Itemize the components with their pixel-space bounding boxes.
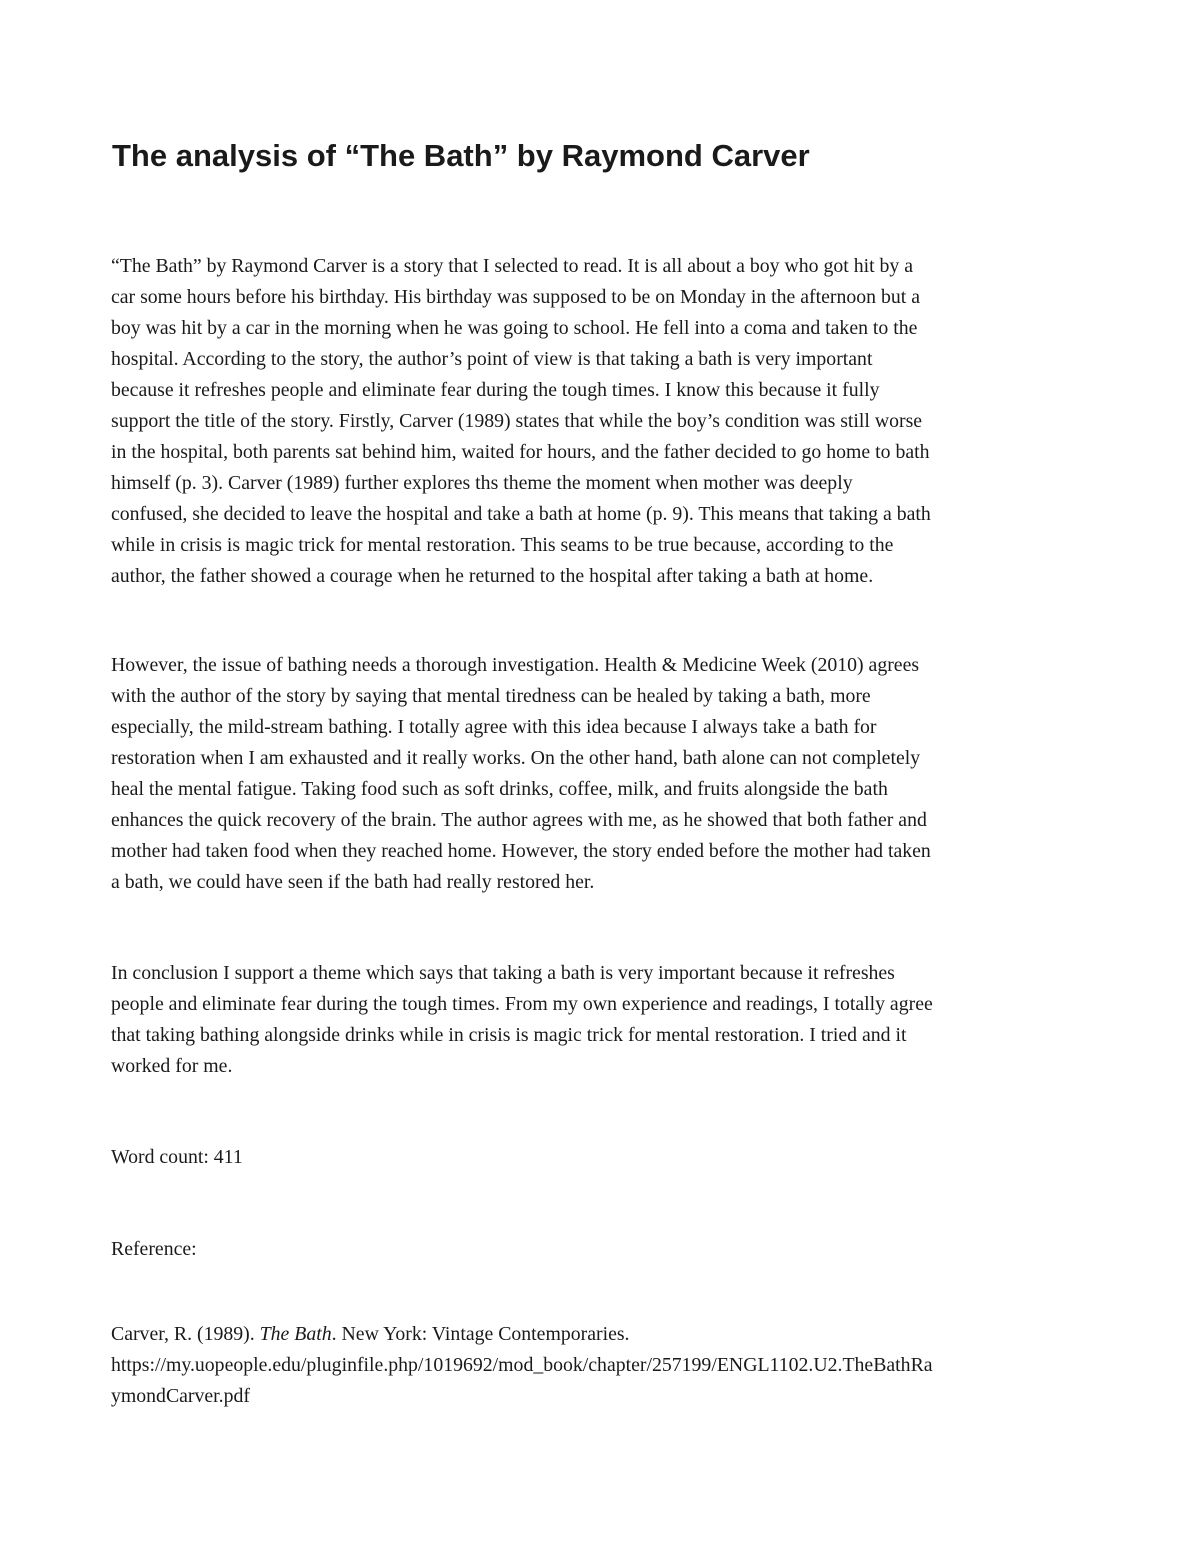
paragraph-line: worked for me. — [111, 1055, 233, 1077]
paragraph-line: in the hospital, both parents sat behind him, waited for hours, and the father decided to go home to bath — [111, 441, 930, 463]
reference-url-line: ymondCarver.pdf — [111, 1385, 250, 1407]
reference-entry — [111, 1319, 1101, 1412]
paragraph-line: with the author of the story by saying that mental tiredness can be healed by taking a bath, more — [111, 685, 871, 707]
document-title: The analysis of “The Bath” by Raymond Carver — [112, 138, 810, 173]
reference-work-title: The Bath — [259, 1323, 332, 1345]
paragraph-line: that taking bathing alongside drinks while in crisis is magic trick for mental restoration. I tried and it — [111, 1024, 907, 1046]
reference-publisher: . New York: Vintage Contemporaries. — [331, 1323, 630, 1345]
paragraph-line: author, the father showed a courage when he returned to the hospital after taking a bath at home. — [111, 565, 874, 587]
reference-author-year: Carver, R. (1989). — [111, 1323, 260, 1345]
reference-url-line: https://my.uopeople.edu/pluginfile.php/1019692/mod_book/chapter/257199/ENGL1102.U2.TheBathRa — [111, 1354, 933, 1376]
paragraph-line: a bath, we could have seen if the bath had really restored her. — [111, 871, 595, 893]
paragraph-line: However, the issue of bathing needs a thorough investigation. Health & Medicine Week (2010) agrees — [111, 654, 920, 676]
paragraph-line: car some hours before his birthday. His birthday was supposed to be on Monday in the afternoon but a — [111, 286, 921, 308]
paragraph-line: while in crisis is magic trick for mental restoration. This seams to be true because, according to the — [111, 534, 894, 556]
paragraph-discussion — [111, 650, 1101, 898]
paragraph-line: In conclusion I support a theme which says that taking a bath is very important because it refreshes — [111, 962, 895, 984]
paragraph-introduction — [111, 251, 1101, 592]
paragraph-line: boy was hit by a car in the morning when he was going to school. He fell into a coma and taken to the — [111, 317, 918, 339]
paragraph-line: restoration when I am exhausted and it really works. On the other hand, bath alone can not completely — [111, 747, 921, 769]
word-count: Word count: 411 — [111, 1146, 243, 1168]
paragraph-line: “The Bath” by Raymond Carver is a story that I selected to read. It is all about a boy who got hit by a — [111, 255, 914, 277]
paragraph-line: especially, the mild-stream bathing. I totally agree with this idea because I always take a bath for — [111, 716, 877, 738]
paragraph-line: because it refreshes people and eliminate fear during the tough times. I know this because it fully — [111, 379, 880, 401]
paragraph-line: support the title of the story. Firstly, Carver (1989) states that while the boy’s condition was still worse — [111, 410, 923, 432]
reference-heading: Reference: — [111, 1238, 197, 1260]
paragraph-conclusion — [111, 958, 1101, 1082]
paragraph-line: heal the mental fatigue. Taking food such as soft drinks, coffee, milk, and fruits alongside the bath — [111, 778, 888, 800]
reference-citation-line — [111, 1319, 1101, 1350]
paragraph-line: people and eliminate fear during the tough times. From my own experience and readings, I totally agree — [111, 993, 933, 1015]
paragraph-line: hospital. According to the story, the author’s point of view is that taking a bath is very important — [111, 348, 873, 370]
paragraph-line: confused, she decided to leave the hospital and take a bath at home (p. 9). This means that taking a bath — [111, 503, 931, 525]
paragraph-line: himself (p. 3). Carver (1989) further explores ths theme the moment when mother was deeply — [111, 472, 853, 494]
paragraph-line: enhances the quick recovery of the brain. The author agrees with me, as he showed that both father and — [111, 809, 927, 831]
paragraph-line: mother had taken food when they reached home. However, the story ended before the mother had taken — [111, 840, 931, 862]
